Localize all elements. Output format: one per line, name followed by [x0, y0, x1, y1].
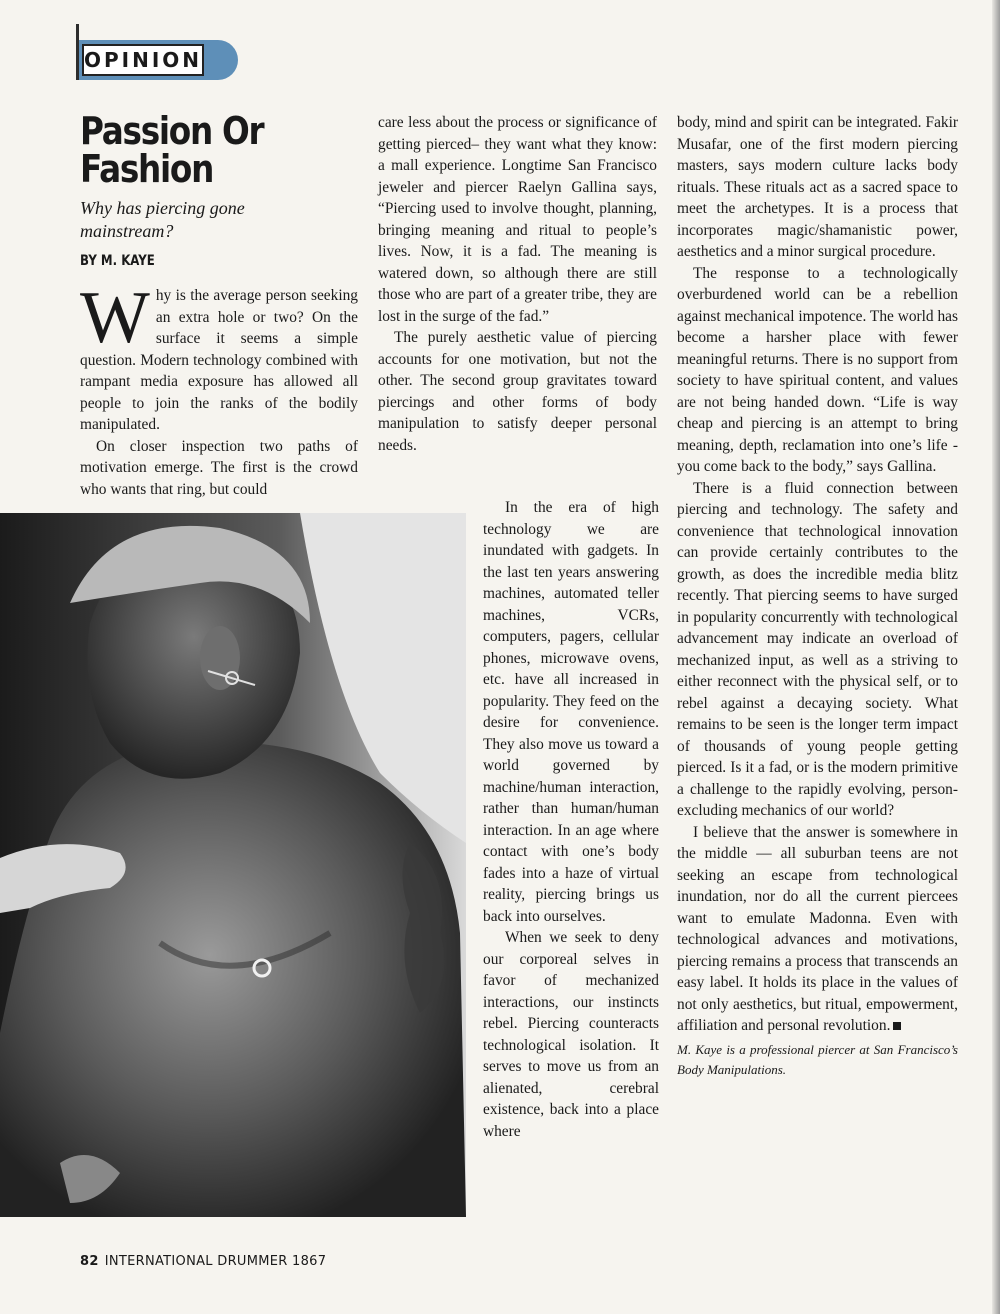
- headline-line-2: Fashion: [80, 147, 214, 191]
- page-edge-shadow: [992, 0, 1000, 1314]
- end-mark-icon: [893, 1022, 901, 1030]
- headline-line-1: Passion Or: [80, 109, 264, 153]
- author-bio: M. Kaye is a professional piercer at San Francisco’s Body Manipulations.: [677, 1041, 958, 1077]
- paragraph: The purely aesthetic value of piercing accounts for one motivation, but not the other. The second group gravitates toward piercings and other forms of body manipulation to satisfy deeper personal needs.: [378, 329, 657, 454]
- byline: BY M. KAYE: [80, 253, 155, 269]
- paragraph: care less about the process or significance of getting pierced– they want what they know: a mall experience. Longtime San Francisco jeweler and piercer Raelyn Gallina says, “Piercing used to involve thought, planning, bringing meaning and ritual to people’s lives. Now, it is a fad. The meaning is watered down, so although there are still those who are part of a greater tribe, they are lost in the surge of the fad.”: [378, 114, 657, 325]
- photo-illustration: [0, 513, 466, 1217]
- section-label: OPINION: [82, 44, 204, 76]
- paragraph: The response to a technologically overburdened world can be a rebellion against mechanical impotence. The world has become a harsher place with fewer meaningful returns. There is no support from society to have spiritual content, and values are not being handed down. “Life is way cheap and piercing is an attempt to bring meaning, depth, reclamation into one’s life - you come back to the body,” says Gallina.: [677, 264, 958, 475]
- column-2-top: [378, 112, 657, 456]
- paragraph-text: I believe that the answer is somewhere in the middle — all suburban teens are not seeking an escape from technological inundation, nor do all the current piercees want to emulate Madonna. Even with technological advances and motivations, piercing remains a process that transcends an easy label. It holds its place in the values of not only aesthetics, but ritual, empowerment, affiliation and personal revolution.: [677, 823, 958, 1034]
- page-number: 82: [80, 1254, 99, 1269]
- paragraph: [80, 277, 358, 436]
- article-photo: [0, 513, 466, 1217]
- column-2-narrow: [483, 497, 659, 1142]
- paragraph: In the era of high technology we are inundated with gadgets. In the last ten years answering machines, automated teller machines, VCRs, computers, pagers, cellular phones, microwave ovens, etc. have all increased in popularity. They feed on the desire for convenience. They also move us toward a world governed by machine/human interaction, rather than human/human interaction. In an age where contact with one’s body fades into a haze of virtual reality, piercing brings us back into ourselves.: [483, 499, 659, 925]
- drop-cap: W: [80, 277, 150, 359]
- paragraph: On closer inspection two paths of motivation emerge. The first is the crowd who wants that ring, but could: [80, 437, 358, 498]
- column-3: [677, 112, 958, 1080]
- page-footer: [80, 1254, 326, 1269]
- paragraph: There is a fluid connection between piercing and technology. The safety and convenience that technological innovation can provide certainly contributes to the growth, as does the incredible media blitz recently. That piercing seems to have surged in popularity concurrently with technological advancement may indicate an overload of mechanized input, as well as a striving to either reconnect with the physical self, or to rebel against a decaying society. What remains to be seen is the longer term impact of thousands of young people getting pierced. Is it a fad, or is the modern primitive a challenge to the rapidly evolving, person-excluding mechanics of our world?: [677, 479, 958, 819]
- headline: [80, 109, 329, 191]
- paragraph: [677, 822, 958, 1037]
- dek: Why has piercing gone mainstream?: [80, 198, 245, 241]
- paragraph: body, mind and spirit can be integrated. Fakir Musafar, one of the first modern piercing masters, says modern culture lacks body rituals. These rituals act as a sacred space to meet the archetypes. It is a process that incorporates magic/shamanistic power, aesthetics and a minor surgical procedure.: [677, 114, 958, 260]
- publication-name: INTERNATIONAL DRUMMER 1867: [104, 1254, 327, 1269]
- paragraph: When we seek to deny our corporeal selves in favor of mechanized interactions, our instincts rebel. Piercing counteracts technological isolation. It serves to move us from an alienated, cerebral existence, back into a place where: [483, 929, 659, 1140]
- paragraph-text: hy is the average person seeking an extra hole or two? On the surface it seems a simple question. Modern technology combined with rampant media exposure has allowed all people to join the ranks of the bodily manipulated.: [80, 287, 358, 433]
- column-1: [80, 277, 358, 500]
